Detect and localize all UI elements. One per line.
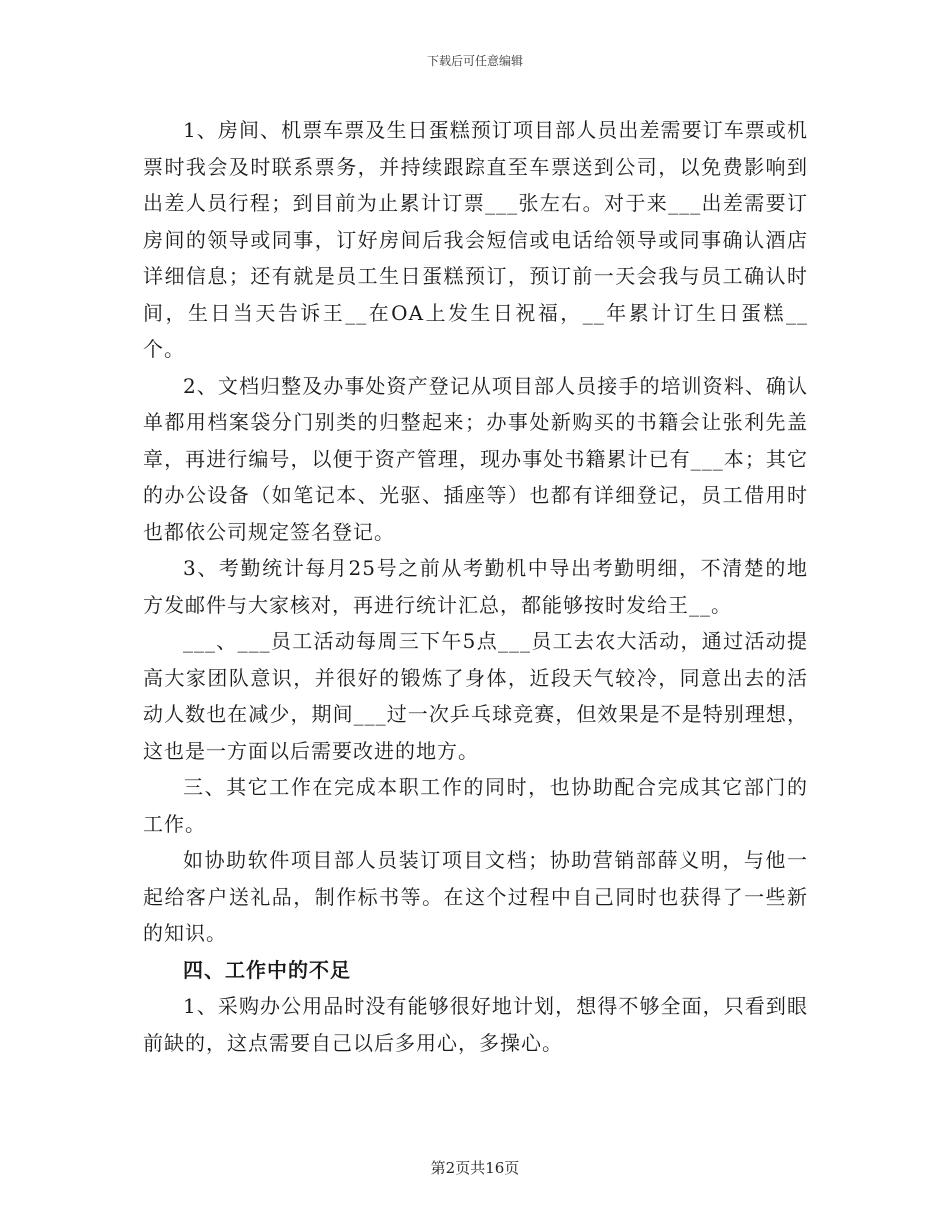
paragraph-other-work: 三、其它工作在完成本职工作的同时，也协助配合完成其它部门的工作。 — [143, 775, 808, 836]
paragraph-attendance: 3、考勤统计每月25号之前从考勤机中导出考勤明细，不清楚的地方发邮件与大家核对，再进行统计汇总，都能够按时发给王__。 — [143, 556, 808, 617]
paragraph-staff-activities: ___、___员工活动每周三下午5点___员工去农大活动，通过活动提高大家团队意识，并很好的锻炼了身体，近段天气较冷，同意出去的活动人数也在减少，期间___过一次乒乓球竞赛，但效果是不是特别理想，这也是一方面以后需要改进的地方。 — [143, 629, 808, 763]
paragraph-booking: 1、房间、机票车票及生日蛋糕预订项目部人员出差需要订车票或机票时我会及时联系票务，并持续跟踪直至车票送到公司，以免费影响到出差人员行程；到目前为止累计订票___张左右。对于来___出差需要订房间的领导或同事，订好房间后我会短信或电话给领导或同事确认酒店详细信息；还有就是员工生日蛋糕预订，预订前一天会我与员工确认时间，生日当天告诉王__在OA上发生日祝福，__年累计订生日蛋糕__个。 — [143, 118, 808, 361]
paragraph-procurement: 1、采购办公用品时没有能够很好地计划，想得不够全面，只看到眼前缺的，这点需要自己以后多用心，多操心。 — [143, 994, 808, 1055]
page-header: 下载后可任意编辑 — [426, 54, 523, 68]
section-heading-shortcomings: 四、工作中的不足 — [183, 957, 351, 982]
page-footer: 第2页共16页 — [430, 1159, 520, 1177]
paragraph-assistance: 如协助软件项目部人员装订项目文档；协助营销部薛义明，与他一起给客户送礼品，制作标书等。在这个过程中自己同时也获得了一些新的知识。 — [143, 848, 808, 945]
paragraph-document-archiving: 2、文档归整及办事处资产登记从项目部人员接手的培训资料、确认单都用档案袋分门别类的归整起来；办事处新购买的书籍会让张利先盖章，再进行编号，以便于资产管理，现办事处书籍累计已有___本；其它的办公设备（如笔记本、光驱、插座等）也都有详细登记，员工借用时也都依公司规定签名登记。 — [143, 373, 808, 544]
document-body — [143, 112, 808, 1061]
